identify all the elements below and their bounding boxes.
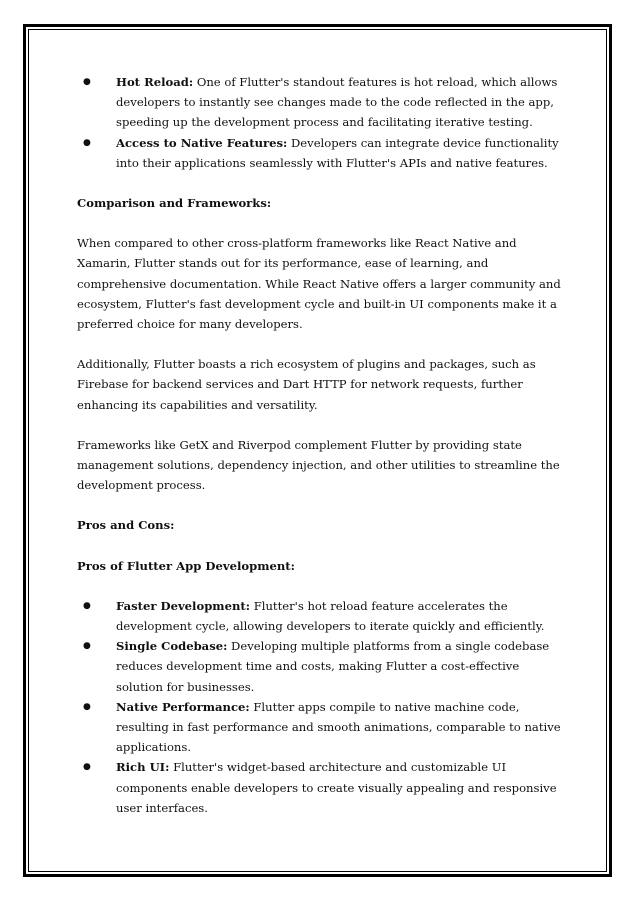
list-item bbox=[77, 596, 567, 636]
list-item bbox=[77, 636, 567, 697]
section-heading-pros-cons bbox=[77, 515, 567, 535]
list-item-term: Faster Development: bbox=[116, 598, 251, 613]
paragraph: Additionally, Flutter boasts a rich ecosystem of plugins and packages, such as Firebase for backend services and Dart HTTP for network requests, further enhancing its capabilities and versatility. bbox=[77, 357, 536, 412]
list-item-term: Access to Native Features: bbox=[116, 135, 288, 150]
section-heading-text: Pros and Cons: bbox=[77, 518, 175, 533]
list-item bbox=[77, 72, 567, 133]
bullet-icon: ● bbox=[83, 600, 91, 611]
list-item-text: Flutter apps compile to native machine code, resulting in fast performance and smooth animations, comparable to native applications. bbox=[116, 699, 561, 755]
bullet-icon: ● bbox=[83, 641, 91, 652]
section-heading-pros bbox=[77, 556, 567, 576]
list-item-term: Native Performance: bbox=[116, 699, 250, 714]
list-item-term: Rich UI: bbox=[116, 760, 170, 775]
list-item-term: Hot Reload: bbox=[116, 75, 194, 89]
list-item-text: Flutter's hot reload feature accelerates the development cycle, allowing developers to iterate quickly and efficiently. bbox=[116, 598, 545, 634]
bullet-icon: ● bbox=[83, 77, 91, 87]
section-heading-text: Pros of Flutter App Development: bbox=[77, 558, 295, 573]
list-item bbox=[77, 133, 567, 173]
list-item-text: One of Flutter's standout features is hot reload, which allows developers to instantly see changes made to the code reflected in the app, speeding up the development process and facilitating iterative testing. bbox=[116, 75, 558, 130]
section-heading-comparison bbox=[77, 193, 567, 213]
intro-list bbox=[77, 72, 567, 173]
list-item-text: Developing multiple platforms from a single codebase reduces development time and costs, making Flutter a cost-effective solution for businesses. bbox=[116, 639, 550, 694]
list-item-text: Developers can integrate device functionality into their applications seamlessly with Flutter's APIs and native features. bbox=[116, 135, 559, 170]
list-item bbox=[77, 697, 567, 758]
bullet-icon: ● bbox=[83, 762, 91, 773]
list-item bbox=[77, 757, 567, 818]
list-item-term: Single Codebase: bbox=[116, 639, 228, 654]
section-heading-text: Comparison and Frameworks: bbox=[77, 196, 272, 211]
paragraph: Frameworks like GetX and Riverpod complement Flutter by providing state management solutions, dependency injection, and other utilities to streamline the development process. bbox=[77, 437, 560, 493]
list-item-text: Flutter's widget-based architecture and customizable UI components enable developers to create visually appealing and responsive user interfaces. bbox=[116, 760, 557, 815]
document-body bbox=[77, 72, 567, 818]
bullet-icon: ● bbox=[83, 137, 91, 148]
pros-list bbox=[77, 596, 567, 818]
bullet-icon: ● bbox=[83, 701, 91, 712]
paragraph: When compared to other cross-platform frameworks like React Native and Xamarin, Flutter stands out for its performance, ease of learning, and comprehensive documentation. While React Native offers a larger community and ecosystem, Flutter's fast development cycle and built-in UI components make it a preferred choice for many developers. bbox=[77, 236, 561, 332]
